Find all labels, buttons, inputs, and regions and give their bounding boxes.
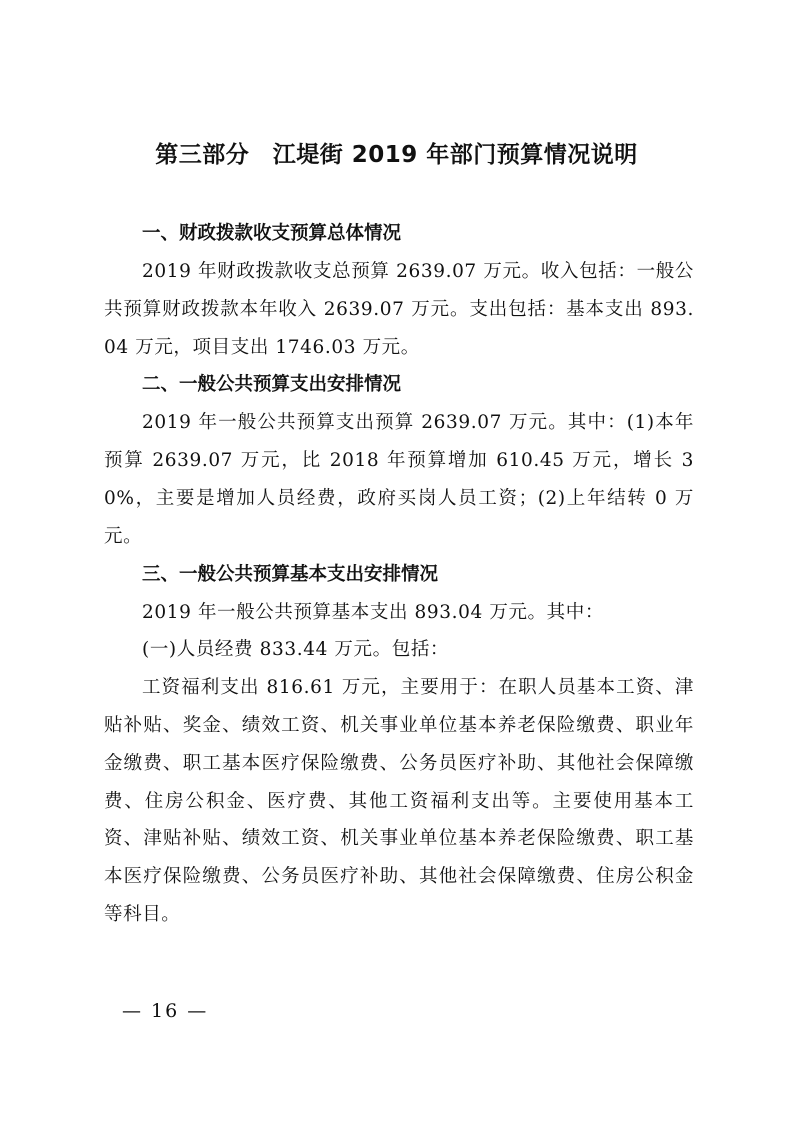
- paragraph: 2019 年一般公共预算基本支出 893.04 万元。其中：: [142, 601, 604, 623]
- paragraph: 2019 年一般公共预算支出预算 2639.07 万元。其中：(1)本年预算 2639.07 万元，比 2018 年预算增加 610.45 万元，增长 30%，主要是增加人员经费，政府买岗人员工资；(2)上年结转 0 万元。: [104, 412, 694, 547]
- paragraph: 工资福利支出 816.61 万元，主要用于：在职人员基本工资、津贴补贴、奖金、绩效工资、机关事业单位基本养老保险缴费、职业年金缴费、职工基本医疗保险缴费、公务员医疗补助、其他社会保障缴费、住房公积金、医疗费、其他工资福利支出等。主要使用基本工资、津贴补贴、绩效工资、机关事业单位基本养老保险缴费、职工基本医疗保险缴费、公务员医疗补助、其他社会保障缴费、住房公积金等科目。: [104, 677, 694, 925]
- section-2: [104, 366, 694, 555]
- page-title: 第三部分 江堤街 2019 年部门预算情况说明: [155, 142, 638, 168]
- paragraph: 2019 年财政拨款收支总预算 2639.07 万元。收入包括：一般公共预算财政拨款本年收入 2639.07 万元。支出包括：基本支出 893.04 万元，项目支出 1746.03 万元。: [104, 261, 694, 358]
- section-1: [104, 215, 694, 366]
- paragraph: (一)人员经费 833.44 万元。包括：: [142, 639, 450, 661]
- section-3: [104, 556, 694, 934]
- section-heading: 二、一般公共预算支出安排情况: [142, 374, 402, 396]
- section-heading: 一、财政拨款收支预算总体情况: [142, 223, 402, 244]
- document-body: [104, 215, 694, 934]
- page-number: — 16 —: [122, 1000, 209, 1022]
- section-heading: 三、一般公共预算基本支出安排情况: [142, 563, 439, 585]
